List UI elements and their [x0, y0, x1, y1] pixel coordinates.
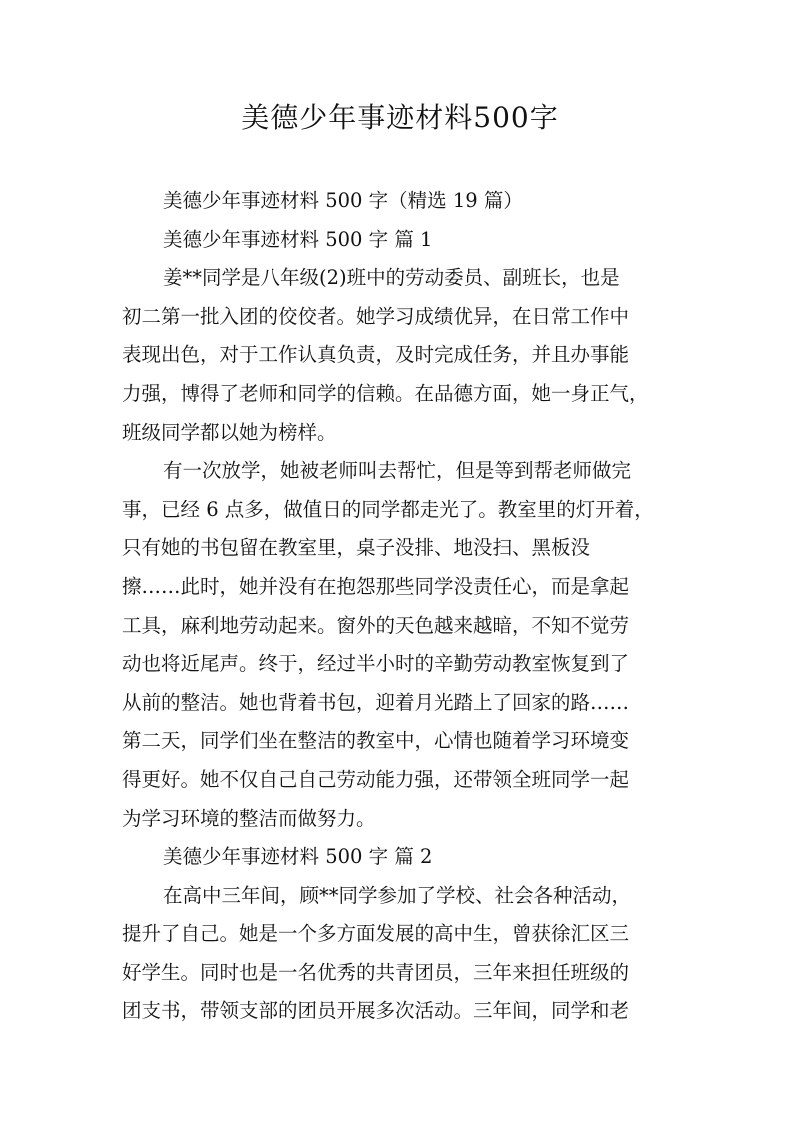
- paragraph-line: 表现出色，对于工作认真负责，及时完成任务，并且办事能: [122, 343, 630, 367]
- paragraph-line: 擦……此时，她并没有在抱怨那些同学没责任心，而是拿起: [122, 574, 630, 598]
- paragraph-line: 事，已经 6 点多，做值日的同学都走光了。教室里的灯开着，: [122, 497, 654, 521]
- paragraph-line: 有一次放学，她被老师叫去帮忙，但是等到帮老师做完: [163, 459, 632, 483]
- section-heading-2: 美德少年事迹材料 500 字 篇 2: [163, 845, 433, 869]
- paragraph-line: 好学生。同时也是一名优秀的共青团员，三年来担任班级的: [122, 960, 630, 984]
- paragraph-line: 在高中三年间，顾**同学参加了学校、社会各种活动，: [163, 883, 632, 907]
- paragraph-line: 为学习环境的整洁而做努力。: [122, 806, 376, 830]
- paragraph-line: 得更好。她不仅自己自己劳动能力强，还带领全班同学一起: [122, 767, 630, 791]
- paragraph-line: 第二天，同学们坐在整洁的教室中，心情也随着学习环境变: [122, 729, 630, 753]
- paragraph-line: 班级同学都以她为榜样。: [122, 420, 337, 444]
- paragraph-line: 团支书，带领支部的团员开展多次活动。三年间，同学和老: [122, 999, 630, 1023]
- paragraph-line: 动也将近尾声。终于，经过半小时的辛勤劳动教室恢复到了: [122, 652, 630, 676]
- paragraph-line: 从前的整洁。她也背着书包，迎着月光踏上了回家的路……: [122, 690, 630, 714]
- paragraph-line: 工具，麻利地劳动起来。窗外的天色越来越暗，不知不觉劳: [122, 613, 630, 637]
- document-body: [122, 182, 688, 1031]
- paragraph-line: 初二第一批入团的佼佼者。她学习成绩优异，在日常工作中: [122, 304, 630, 328]
- section-heading-1: 美德少年事迹材料 500 字 篇 1: [163, 227, 433, 251]
- paragraph-line: 只有她的书包留在教室里，桌子没排、地没扫、黑板没: [122, 536, 591, 560]
- paragraph-line: 力强，博得了老师和同学的信赖。在品德方面，她一身正气，: [122, 381, 649, 405]
- subtitle-line: 美德少年事迹材料 500 字（精选 19 篇）: [163, 189, 523, 212]
- document-title: 美德少年事迹材料500字: [241, 101, 559, 134]
- paragraph-line: 提升了自己。她是一个多方面发展的高中生，曾获徐汇区三: [122, 922, 630, 946]
- paragraph-line: 姜**同学是八年级(2)班中的劳动委员、副班长，也是: [163, 266, 620, 290]
